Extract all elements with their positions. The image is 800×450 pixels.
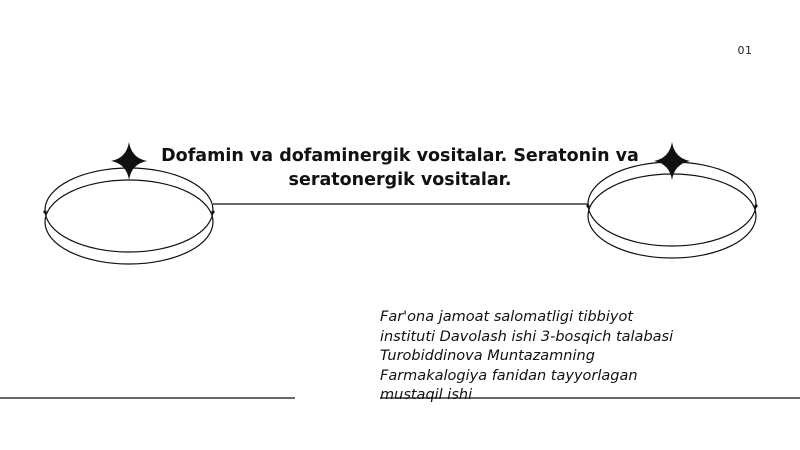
left-sparkle-icon (111, 142, 147, 180)
ring-edge-marks (43, 204, 757, 213)
author-info: Far'ona jamoat salomatligi tibbiyot instituti Davolash ishi 3-bosqich talabasi Turobiddinova Muntazamning Farmakalogiya fanidan tayyorlagan mustaqil ishi (380, 309, 674, 403)
page-number: 01 (737, 44, 753, 57)
slide-title: Dofamin va dofaminergik vositalar. Seratonin va seratonergik vositalar. (161, 146, 639, 190)
